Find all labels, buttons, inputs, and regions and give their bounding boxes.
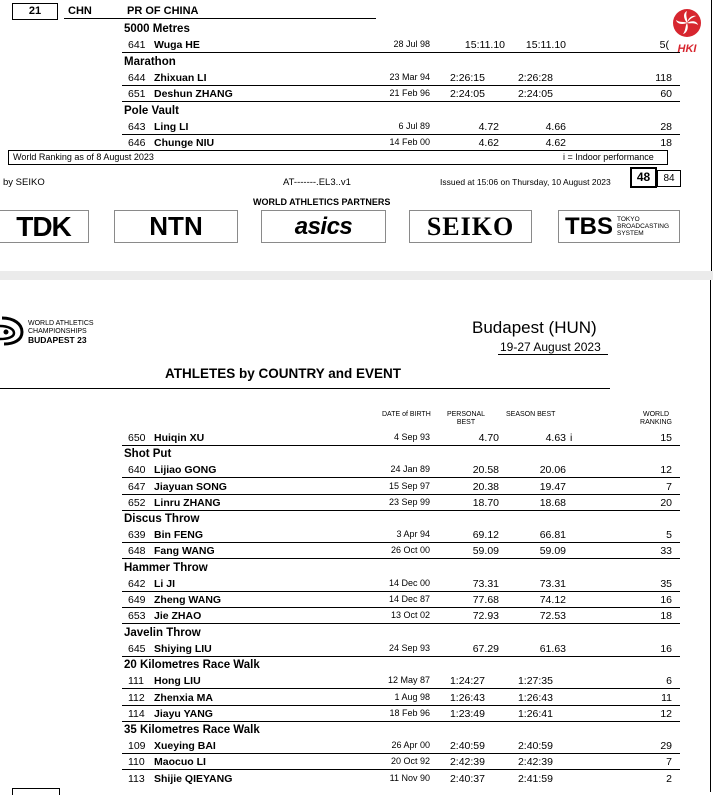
athlete-name: Maocuo LI [154, 756, 206, 768]
bib-number: 641 [128, 39, 146, 51]
header-line [64, 18, 376, 19]
indoor-flag: i [570, 432, 573, 444]
personal-best: 20.38 [472, 481, 499, 493]
row-divider [122, 591, 680, 592]
personal-best: 4.70 [478, 432, 499, 444]
season-best: 72.53 [539, 610, 566, 622]
date-of-birth: 12 May 87 [387, 675, 430, 685]
personal-best: 2:40:37 [449, 773, 485, 785]
partners-title: WORLD ATHLETICS PARTNERS [253, 197, 391, 207]
bib-number: 653 [128, 610, 146, 622]
personal-best: 2:26:15 [449, 72, 485, 84]
world-ranking: 11 [661, 692, 672, 704]
document-code: AT-------.EL3..v1 [283, 177, 351, 188]
season-best: 73.31 [539, 578, 566, 590]
table-row [0, 756, 713, 772]
sponsor-ntn[interactable] [114, 210, 238, 243]
season-best: 1:26:43 [517, 692, 553, 704]
season-best: 61.63 [539, 643, 566, 655]
personal-best: 69.12 [472, 529, 499, 541]
row-divider [122, 494, 680, 495]
table-row [0, 497, 713, 513]
table-row [0, 121, 713, 137]
row-divider [122, 134, 680, 135]
season-best: 1:27:35 [517, 675, 553, 687]
bib-number: 639 [128, 529, 146, 541]
table-row [0, 578, 713, 594]
row-divider [122, 753, 680, 754]
row-divider [122, 558, 680, 559]
sponsor-seiko-logo: SEIKO [426, 211, 515, 241]
world-ranking: 18 [660, 610, 672, 622]
bib-number: 642 [128, 578, 146, 590]
date-of-birth: 1 Aug 98 [394, 692, 430, 702]
table-row [0, 773, 713, 789]
athlete-name: Shiying LIU [154, 643, 212, 655]
table-row [0, 643, 713, 659]
logo-line-3: BUDAPEST 23 [28, 335, 87, 345]
page-total-label: 84 [663, 173, 675, 184]
date-of-birth: 14 Feb 00 [389, 137, 430, 147]
sponsor-asics[interactable] [261, 210, 386, 243]
championships-emblem-icon [0, 314, 24, 346]
date-of-birth: 21 Feb 96 [389, 88, 430, 98]
athlete-name: Hong LIU [154, 675, 201, 687]
personal-best: 72.93 [472, 610, 499, 622]
athlete-name: Fang WANG [154, 545, 215, 557]
page-current-label: 48 [636, 170, 651, 184]
date-of-birth: 23 Mar 94 [389, 72, 430, 82]
bib-number: 651 [128, 88, 146, 100]
world-ranking: 60 [660, 88, 672, 100]
bib-number: 109 [128, 740, 146, 752]
season-best: 2:40:59 [517, 740, 553, 752]
event-title: 20 Kilometres Race Walk [124, 659, 260, 671]
col-header-pb [446, 411, 486, 427]
row-divider [122, 721, 680, 722]
logo-line-2: CHAMPIONSHIPS [28, 327, 87, 335]
athlete-name: Deshun ZHANG [154, 88, 233, 100]
bib-number: 648 [128, 545, 146, 557]
sponsor-tbs[interactable] [558, 210, 680, 243]
personal-best: 15:11.10 [464, 39, 505, 51]
personal-best: 18.70 [472, 497, 499, 509]
event-title: Shot Put [124, 448, 172, 460]
personal-best: 73.31 [472, 578, 499, 590]
sponsor-tdk[interactable] [0, 210, 89, 243]
season-best: 1:26:41 [517, 708, 553, 720]
world-ranking: 20 [660, 497, 672, 509]
table-row [0, 529, 713, 545]
country-name: PR OF CHINA [127, 5, 199, 17]
athlete-name: Zhixuan LI [154, 72, 207, 84]
country-number: 21 [28, 5, 42, 17]
col-header-wr [639, 411, 673, 427]
personal-best: 1:24:27 [449, 675, 485, 687]
sponsor-tdk-logo: TDK [16, 210, 71, 242]
table-row [0, 740, 713, 756]
personal-best: 2:40:59 [449, 740, 485, 752]
athlete-name: Xueying BAI [154, 740, 216, 752]
row-divider [122, 101, 680, 102]
bib-number: 650 [128, 432, 146, 444]
table-row [0, 481, 713, 497]
personal-best: 1:26:43 [449, 692, 485, 704]
world-ranking: 2 [666, 773, 672, 785]
ranking-footnote: World Ranking as of 8 August 2023 [13, 152, 154, 162]
personal-best: 4.72 [478, 121, 499, 133]
season-best: 20.06 [539, 464, 566, 476]
athlete-name: Chunge NIU [154, 137, 215, 149]
event-dates: 19-27 August 2023 [500, 340, 601, 354]
season-best: 66.81 [539, 529, 566, 541]
row-divider [122, 445, 680, 446]
season-best: 74.12 [539, 594, 566, 606]
date-of-birth: 14 Dec 00 [388, 578, 430, 588]
personal-best: 67.29 [472, 643, 499, 655]
bib-number: 112 [128, 692, 145, 704]
col-header-wr-line1: WORLD [642, 411, 670, 418]
col-header-wr-line2: RANKING [640, 419, 672, 426]
table-row [0, 594, 713, 610]
event-title: Javelin Throw [124, 626, 201, 639]
world-ranking: 29 [660, 740, 672, 752]
row-divider [122, 85, 680, 86]
timing-credit: by SEIKO [3, 177, 45, 188]
col-header-pb-line2: BEST [456, 419, 476, 426]
page-number-total [657, 170, 681, 187]
date-of-birth: 20 Oct 92 [390, 756, 430, 766]
athlete-name: Ling LI [154, 121, 189, 133]
event-title: Discus Throw [124, 512, 200, 525]
bib-number: 644 [128, 72, 146, 84]
row-divider [122, 688, 680, 689]
date-of-birth: 4 Sep 93 [393, 432, 430, 442]
title-underline [0, 388, 610, 389]
table-row [0, 675, 713, 691]
host-city: Budapest (HUN) [472, 318, 597, 337]
world-ranking: 5( [659, 39, 669, 51]
date-of-birth: 14 Dec 87 [388, 594, 430, 604]
date-of-birth: 23 Sep 99 [388, 497, 430, 507]
personal-best: 4.62 [478, 137, 499, 149]
date-of-birth: 15 Sep 97 [388, 481, 430, 491]
season-best: 2:26:28 [517, 72, 553, 84]
athlete-name: Bin FENG [154, 529, 203, 541]
event-title: 35 Kilometres Race Walk [124, 723, 260, 736]
sponsor-tbs-logo: TBS [565, 212, 613, 240]
indoor-footnote: i = Indoor performance [563, 152, 654, 162]
world-ranking: 7 [666, 756, 672, 768]
season-best: 19.47 [539, 481, 566, 493]
date-of-birth: 11 Nov 90 [389, 773, 430, 783]
athlete-name: Wuga HE [154, 39, 200, 51]
date-of-birth: 13 Oct 02 [390, 610, 430, 620]
athlete-name: Shijie QIEYANG [154, 773, 233, 785]
athlete-name: Lijiao GONG [154, 464, 217, 476]
row-divider [122, 607, 680, 608]
page-number-current [630, 167, 657, 188]
season-best: 4.62 [545, 137, 566, 149]
bib-number: 647 [128, 481, 146, 493]
event-title: Hammer Throw [124, 561, 208, 574]
athlete-name: Huiqin XU [154, 432, 205, 444]
bib-number: 110 [128, 756, 145, 768]
date-of-birth: 26 Apr 00 [391, 740, 430, 750]
date-of-birth: 3 Apr 94 [396, 529, 430, 539]
world-ranking: 5 [666, 529, 672, 541]
page-title: ATHLETES by COUNTRY and EVENT [165, 366, 402, 381]
table-row [0, 72, 713, 88]
season-best: 59.09 [539, 545, 566, 557]
page-edge [711, 0, 712, 271]
table-row [0, 88, 713, 104]
row-divider [122, 656, 680, 657]
season-best: 15:11.10 [525, 39, 566, 51]
country-number-box [12, 3, 58, 20]
world-ranking: 16 [660, 643, 672, 655]
bib-number: 640 [128, 464, 146, 476]
date-of-birth: 26 Oct 00 [390, 545, 430, 555]
championships-logo [0, 314, 110, 350]
col-header-dob: DATE of BIRTH [382, 411, 431, 418]
world-ranking: 33 [660, 545, 672, 557]
personal-best: 2:42:39 [449, 756, 485, 768]
table-row [0, 432, 713, 448]
row-divider [122, 542, 680, 543]
athlete-name: Zheng WANG [154, 594, 222, 606]
season-best: 4.66 [545, 121, 566, 133]
country-code: CHN [68, 5, 92, 17]
row-divider [122, 705, 680, 706]
table-row [0, 610, 713, 626]
date-of-birth: 18 Feb 96 [389, 708, 430, 718]
athlete-name: Li JI [154, 578, 176, 590]
season-best: 2:24:05 [517, 88, 553, 100]
row-divider [122, 623, 680, 624]
table-row [0, 708, 713, 724]
personal-best: 2:24:05 [449, 88, 485, 100]
bib-number: 113 [128, 773, 145, 785]
date-of-birth: 28 Jul 98 [393, 39, 430, 49]
row-divider [122, 769, 680, 770]
world-ranking: 35 [660, 578, 672, 590]
row-divider [122, 477, 680, 478]
sponsor-seiko[interactable] [409, 210, 532, 243]
bib-number: 114 [128, 708, 145, 720]
bib-number: 652 [128, 497, 146, 509]
row-divider [122, 52, 680, 53]
season-best: 2:41:59 [517, 773, 553, 785]
table-row [0, 545, 713, 561]
bib-number: 649 [128, 594, 146, 606]
season-best: 18.68 [539, 497, 566, 509]
athlete-name: Jie ZHAO [154, 610, 202, 622]
world-ranking: 18 [660, 137, 672, 149]
table-row [0, 464, 713, 480]
personal-best: 77.68 [472, 594, 499, 606]
athlete-name: Zhenxia MA [154, 692, 213, 704]
hki-flower-icon [670, 8, 704, 38]
dates-underline [498, 354, 608, 355]
world-ranking: 12 [660, 464, 672, 476]
athlete-name: Jiayu YANG [154, 708, 213, 720]
world-ranking: 15 [660, 432, 672, 444]
world-ranking: 12 [660, 708, 672, 720]
world-ranking: 6 [666, 675, 672, 687]
personal-best: 1:23:49 [449, 708, 485, 720]
bib-number: 643 [128, 121, 146, 133]
sponsor-tbs-subtitle: TOKYO BROADCASTING SYSTEM [617, 216, 670, 237]
world-ranking: 7 [666, 481, 672, 493]
personal-best: 59.09 [472, 545, 499, 557]
world-ranking: 16 [660, 594, 672, 606]
date-of-birth: 6 Jul 89 [398, 121, 430, 131]
col-header-sb: SEASON BEST [506, 411, 556, 418]
world-ranking: 118 [655, 72, 672, 84]
logo-line-1: WORLD ATHLETICS [28, 320, 94, 327]
athlete-name: Jiayuan SONG [154, 481, 227, 493]
date-of-birth: 24 Sep 93 [388, 643, 430, 653]
bib-number: 646 [128, 137, 146, 149]
col-header-pb-line1: PERSONAL [446, 411, 486, 418]
sponsor-ntn-logo: NTN [149, 211, 203, 241]
personal-best: 20.58 [472, 464, 499, 476]
table-row [0, 39, 713, 55]
sponsor-asics-logo: asics [294, 212, 353, 240]
athlete-name: Linru ZHANG [154, 497, 221, 509]
issued-timestamp: Issued at 15:06 on Thursday, 10 August 2023 [440, 177, 611, 187]
page-separator [0, 271, 713, 280]
event-title: Pole Vault [124, 105, 179, 117]
hki-label: HKI [677, 43, 697, 55]
season-best: 4.63 [545, 432, 566, 444]
row-divider [122, 510, 680, 511]
footnote-box [8, 150, 668, 165]
world-ranking: 28 [660, 121, 672, 133]
event-title: Marathon [124, 56, 176, 68]
bib-number: 645 [128, 643, 146, 655]
event-title: 5000 Metres [124, 23, 190, 35]
season-best: 2:42:39 [517, 756, 553, 768]
bib-number: 111 [128, 675, 144, 687]
date-of-birth: 24 Jan 89 [390, 464, 430, 474]
table-row [0, 692, 713, 708]
